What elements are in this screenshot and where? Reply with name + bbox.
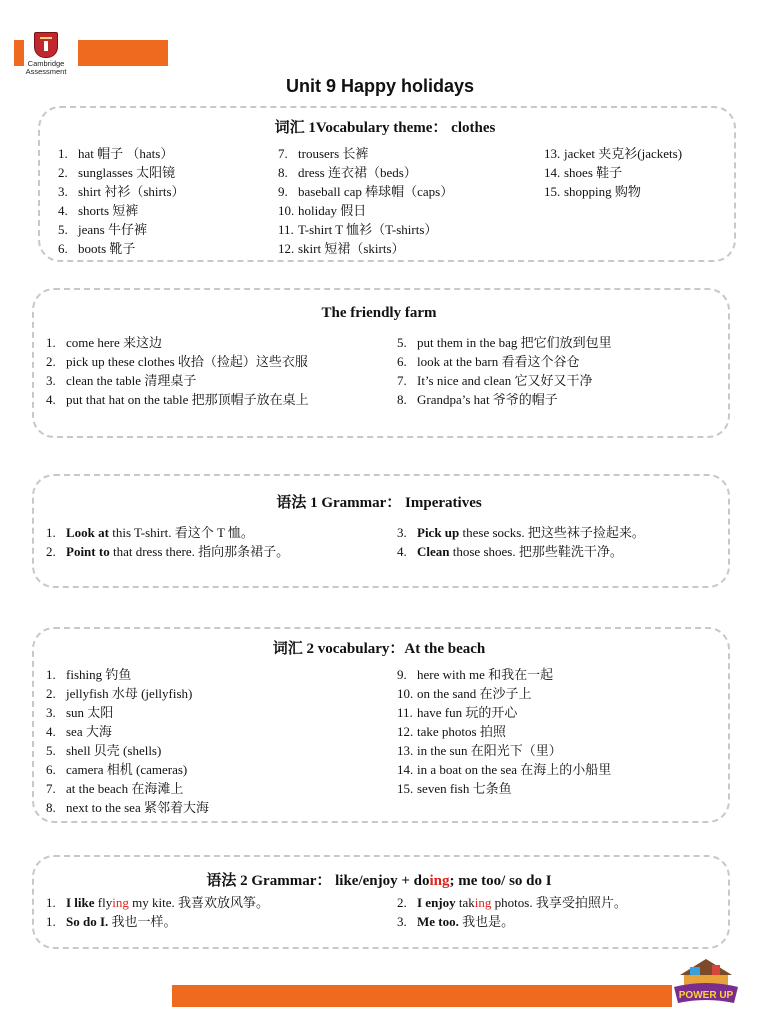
grammar1-heading: 语法 1 Grammar： Imperatives [276, 495, 482, 511]
vocab1-heading: 词汇 1Vocabulary theme： clothes [274, 120, 496, 136]
grammar1-col1 [46, 523, 289, 561]
list-item: 9. here with me 和我在一起 [397, 667, 554, 682]
list-item: 7. It’s nice and clean 它又好又干净 [397, 373, 593, 388]
list-item: 5. put them in the bag 把它们放到包里 [397, 335, 612, 350]
list-item: 15. seven fish 七条鱼 [397, 781, 512, 796]
logo-line1: Cambridge [27, 59, 65, 68]
list-item: 3. shirt 衬衫（shirts） [58, 184, 185, 199]
list-item: 8. dress 连衣裙（beds） [278, 165, 417, 180]
list-item: 2. I enjoy taking photos. 我享受拍照片。 [397, 895, 627, 910]
list-item: 6. look at the barn 看看这个谷仓 [397, 354, 580, 369]
list-item: 2. sunglasses 太阳镜 [58, 165, 176, 180]
list-item: 8. Grandpa’s hat 爷爷的帽子 [397, 392, 558, 407]
page-title: Unit 9 Happy holidays [285, 76, 475, 96]
list-item: 1. I like flying my kite. 我喜欢放风筝。 [46, 895, 269, 910]
list-item: 3. clean the table 清理桌子 [46, 373, 197, 388]
list-item: 6. camera 相机 (cameras) [46, 762, 188, 777]
list-item: 4. Clean those shoes. 把那些鞋洗干净。 [397, 544, 623, 559]
crest-icon [34, 32, 58, 58]
list-item: 10. holiday 假日 [278, 203, 367, 218]
list-item: 1. So do I. 我也一样。 [46, 914, 177, 929]
list-item: 12. skirt 短裙（skirts） [278, 241, 405, 256]
list-item: 14. in a boat on the sea 在海上的小船里 [397, 762, 612, 777]
list-item: 2. pick up these clothes 收拾（捡起）这些衣服 [46, 354, 308, 369]
vocab1-col1 [58, 144, 185, 258]
logo-line2: Assessment [25, 67, 67, 76]
list-item: 6. boots 靴子 [58, 241, 136, 256]
list-item: 1. hat 帽子 （hats） [58, 146, 174, 161]
footer-accent-bar [172, 985, 672, 1007]
grammar2-col1 [46, 893, 269, 931]
power-up-logo-icon [668, 953, 744, 1009]
list-item: 7. trousers 长裤 [278, 146, 369, 161]
list-item: 5. jeans 牛仔裤 [58, 222, 147, 237]
list-item: 7. at the beach 在海滩上 [46, 781, 184, 796]
list-item: 11. have fun 玩的开心 [397, 705, 518, 720]
power-up-badge [668, 953, 744, 1009]
farm-col1 [46, 333, 309, 409]
list-item: 4. sea 大海 [46, 724, 112, 739]
list-item: 10. on the sand 在沙子上 [397, 686, 532, 701]
list-item: 5. shell 贝壳 (shells) [46, 743, 162, 758]
list-item: 12. take photos 拍照 [397, 724, 506, 739]
vocab2-col2 [397, 665, 611, 798]
list-item: 1. Look at this T-shirt. 看这个 T 恤。 [46, 525, 254, 540]
list-item: 13. jacket 夹克衫(jackets) [544, 146, 683, 161]
vocab1-col2 [278, 144, 453, 258]
list-item: 9. baseball cap 棒球帽（caps） [278, 184, 454, 199]
list-item: 1. fishing 钓鱼 [46, 667, 132, 682]
list-item: 3. Pick up these socks. 把这些袜子捡起来。 [397, 525, 645, 540]
farm-heading: The friendly farm [321, 305, 437, 321]
grammar2-col2 [397, 893, 627, 931]
list-item: 4. shorts 短裤 [58, 203, 139, 218]
list-item: 3. sun 太阳 [46, 705, 114, 720]
vocab1-col3 [544, 144, 682, 201]
list-item: 2. Point to that dress there. 指向那条裙子。 [46, 544, 290, 559]
vocab2-heading: 词汇 2 vocabulary：At the beach [272, 641, 486, 657]
vocab2-col1 [46, 665, 209, 817]
header-accent-bar [78, 40, 168, 66]
list-item: 4. put that hat on the table 把那顶帽子放在桌上 [46, 392, 309, 407]
list-item: 13. in the sun 在阳光下（里） [397, 743, 562, 758]
list-item: 3. Me too. 我也是。 [397, 914, 515, 929]
list-item: 14. shoes 鞋子 [544, 165, 623, 180]
badge-text: POWER UP [678, 990, 734, 1001]
list-item: 2. jellyfish 水母 (jellyfish) [46, 686, 193, 701]
list-item: 11. T-shirt T 恤衫（T-shirts） [278, 222, 438, 237]
farm-col2 [397, 333, 612, 409]
grammar1-col2 [397, 523, 645, 561]
list-item: 8. next to the sea 紧邻着大海 [46, 800, 209, 815]
list-item: 1. come here 来这边 [46, 335, 163, 350]
grammar2-heading: 语法 2 Grammar： like/enjoy + doing; me too/ so do I [206, 873, 552, 889]
list-item: 15. shopping 购物 [544, 184, 641, 199]
